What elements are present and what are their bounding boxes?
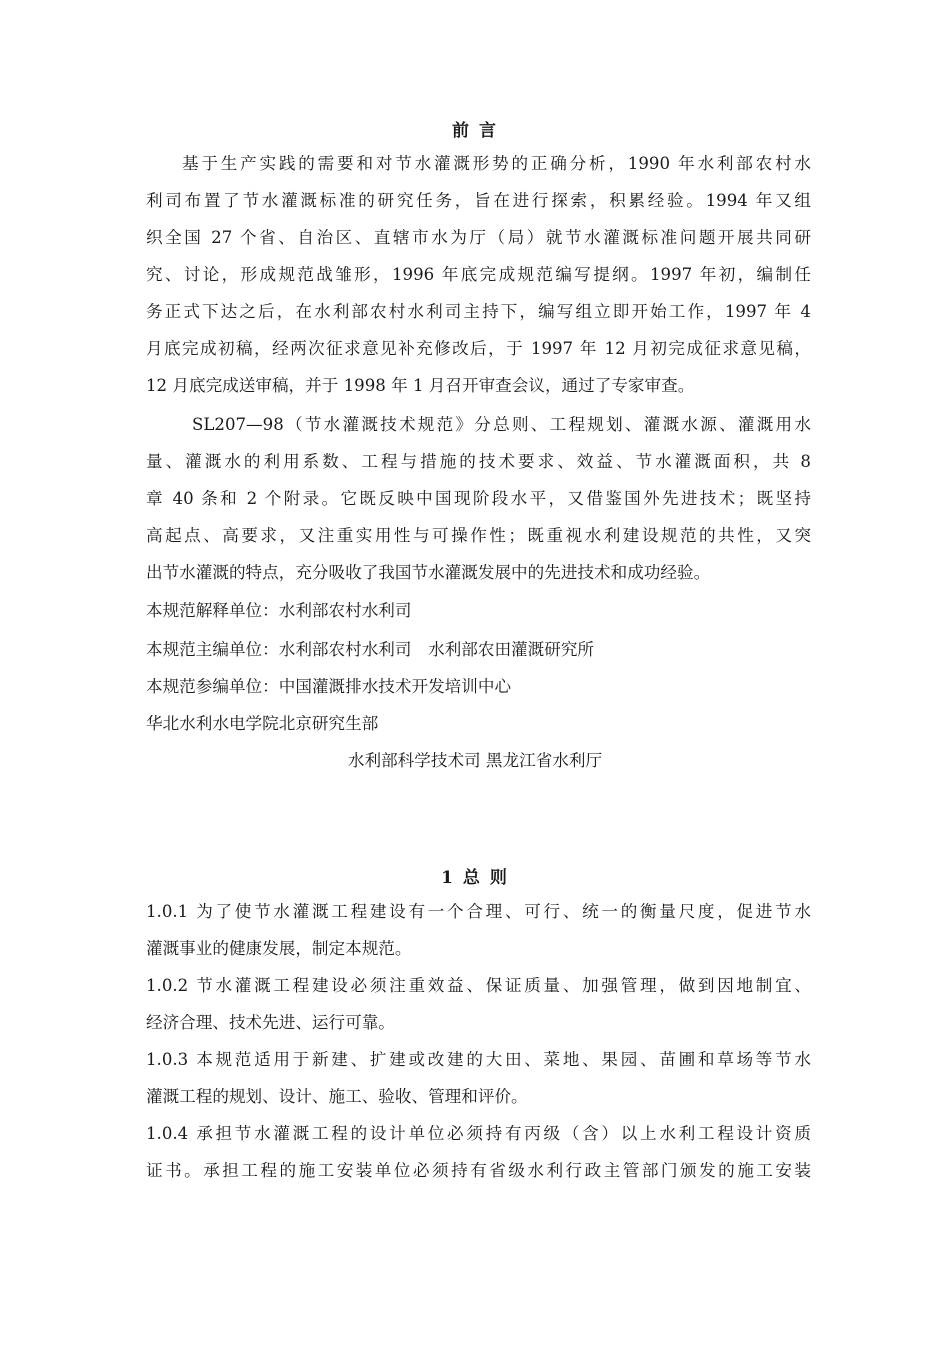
preface-paragraph-1 <box>146 145 811 404</box>
text-line: 章 40 条和 2 个附录。它既反映中国现阶段水平，又借鉴国外先进技术；既坚持 <box>146 489 811 508</box>
text-line: 经济合理、技术先进、运行可靠。 <box>146 1013 395 1032</box>
interpret-unit: 本规范解释单位：水利部农村水利司 <box>146 601 412 620</box>
clause-1-0-1 <box>146 893 811 967</box>
text-line: 12 月底完成送审稿，并于 1998 年 1 月召开审查会议，通过了专家审查。 <box>146 376 695 395</box>
chapter-title: 1 总 则 <box>441 868 509 888</box>
text-line: 1.0.3 本规范适用于新建、扩建或改建的大田、菜地、果园、苗圃和草场等节水 <box>146 1050 811 1069</box>
text-line: 量、灌溉水的利用系数、工程与措施的技术要求、效益、节水灌溉面积，共 8 <box>146 452 811 471</box>
text-line: 1.0.2 节水灌溉工程建设必须注重效益、保证质量、加强管理，做到因地制宜、 <box>146 976 811 995</box>
co-editor-unit-2: 华北水利水电学院北京研究生部 <box>146 714 379 733</box>
text-line: 务正式下达之后，在水利部农村水利司主持下，编写组立即开始工作，1997 年 4 <box>146 302 811 321</box>
preface-title: 前 言 <box>452 121 498 141</box>
co-editor-unit-3: 水利部科学技术司 黑龙江省水利厅 <box>347 751 603 770</box>
clause-1-0-4 <box>146 1115 811 1189</box>
text-line: 织全国 27 个省、自治区、直辖市水为厅（局）就节水灌溉标准问题开展共同研 <box>146 228 811 247</box>
text-line: SL207—98（节水灌溉技术规范》分总则、工程规划、灌溉水源、灌溉用水 <box>192 415 811 434</box>
preface-paragraph-2 <box>146 406 811 591</box>
text-line: 1.0.1 为了使节水灌溉工程建设有一个合理、可行、统一的衡量尺度，促进节水 <box>146 902 811 921</box>
text-line: 月底完成初稿，经两次征求意见补充修改后，于 1997 年 12 月初完成征求意见稿， <box>146 339 811 358</box>
text-line: 究、讨论，形成规范战雏形，1996 年底完成规范编写提纲。1997 年初，编制任 <box>146 265 811 284</box>
co-editor-unit: 本规范参编单位：中国灌溉排水技术开发培训中心 <box>146 677 512 696</box>
clause-1-0-2 <box>146 967 811 1041</box>
clause-1-0-3 <box>146 1041 811 1115</box>
text-line: 利司布置了节水灌溉标准的研究任务，旨在进行探索，积累经验。1994 年又组 <box>146 191 811 210</box>
text-line: 证书。承担工程的施工安装单位必须持有省级水利行政主管部门颁发的施工安装 <box>146 1161 811 1180</box>
chief-editor-unit: 本规范主编单位：水利部农村水利司 水利部农田灌溉研究所 <box>146 640 595 659</box>
text-line: 灌溉事业的健康发展，制定本规范。 <box>146 939 412 958</box>
text-line: 高起点、高要求，又注重实用性与可操作性；既重视水利建设规范的共性，又突 <box>146 526 811 545</box>
text-line: 灌溉工程的规划、设计、施工、验收、管理和评价。 <box>146 1087 528 1106</box>
text-line: 1.0.4 承担节水灌溉工程的设计单位必须持有丙级（含）以上水利工程设计资质 <box>146 1124 811 1143</box>
text-line: 基于生产实践的需要和对节水灌溉形势的正确分析，1990 年水利部农村水 <box>182 154 811 173</box>
text-line: 出节水灌溉的特点，充分吸收了我国节水灌溉发展中的先进技术和成功经验。 <box>146 563 711 582</box>
